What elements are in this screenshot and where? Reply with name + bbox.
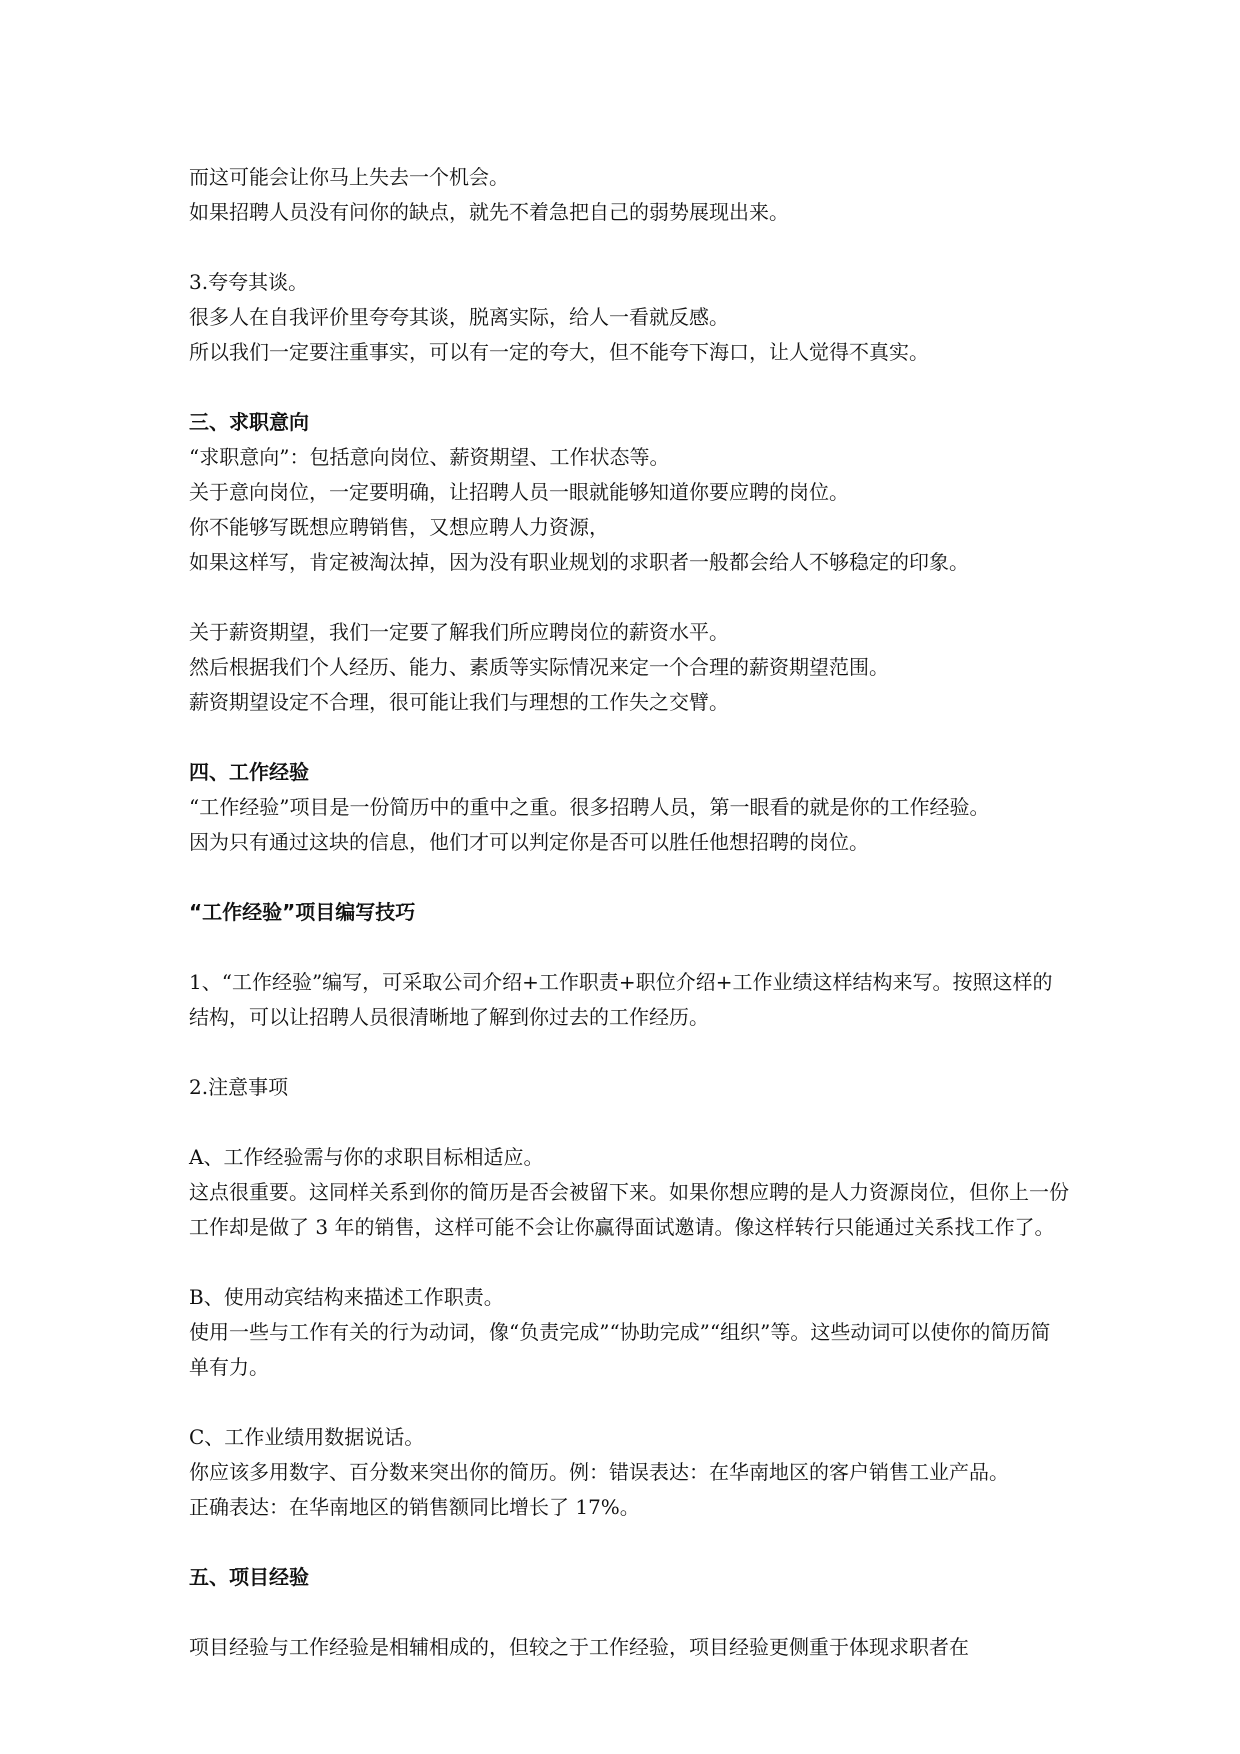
list-item-title: 2.注意事项 bbox=[189, 1075, 289, 1099]
list-item-title: C、工作业绩用数据说话。 bbox=[189, 1425, 425, 1449]
paragraph-line: 项目经验与工作经验是相辅相成的，但较之于工作经验，项目经验更侧重于体现求职者在 bbox=[189, 1635, 969, 1659]
blank-line bbox=[189, 720, 1069, 755]
paragraph-line: 你不能够写既想应聘销售，又想应聘人力资源， bbox=[189, 515, 609, 539]
paragraph-line: “求职意向”：包括意向岗位、薪资期望、工作状态等。 bbox=[189, 445, 670, 469]
blank-line bbox=[189, 370, 1069, 405]
blank-line bbox=[189, 1035, 1069, 1070]
list-item-title: 3.夸夸其谈。 bbox=[189, 270, 309, 294]
paragraph: 这点很重要。这同样关系到你的简历是否会被留下来。如果你想应聘的是人力资源岗位，但你上一份工作却是做了 3 年的销售，这样可能不会让你赢得面试邀请。像这样转行只能通过关系找工作了。 bbox=[189, 1180, 1069, 1239]
paragraph-line: 薪资期望设定不合理，很可能让我们与理想的工作失之交臂。 bbox=[189, 690, 729, 714]
paragraph-line: 因为只有通过这块的信息，他们才可以判定你是否可以胜任他想招聘的岗位。 bbox=[189, 830, 869, 854]
blank-line bbox=[189, 1105, 1069, 1140]
paragraph-line: 正确表达：在华南地区的销售额同比增长了 17%。 bbox=[189, 1495, 640, 1519]
paragraph-line: 而这可能会让你马上失去一个机会。 bbox=[189, 165, 509, 189]
paragraph-line: 关于意向岗位，一定要明确，让招聘人员一眼就能够知道你要应聘的岗位。 bbox=[189, 480, 849, 504]
blank-line bbox=[189, 1245, 1069, 1280]
list-item-title: A、工作经验需与你的求职目标相适应。 bbox=[189, 1145, 544, 1169]
section-heading-project-experience: 五、项目经验 bbox=[189, 1565, 309, 1589]
blank-line bbox=[189, 230, 1069, 265]
paragraph: 1、“工作经验”编写，可采取公司介绍+工作职责+职位介绍+工作业绩这样结构来写。按照这样的结构，可以让招聘人员很清晰地了解到你过去的工作经历。 bbox=[189, 970, 1053, 1029]
paragraph-line: 然后根据我们个人经历、能力、素质等实际情况来定一个合理的薪资期望范围。 bbox=[189, 655, 889, 679]
section-heading-work-experience: 四、工作经验 bbox=[189, 760, 309, 784]
blank-line bbox=[189, 1385, 1069, 1420]
paragraph-line: 关于薪资期望，我们一定要了解我们所应聘岗位的薪资水平。 bbox=[189, 620, 729, 644]
paragraph-line: “工作经验”项目是一份简历中的重中之重。很多招聘人员，第一眼看的就是你的工作经验。 bbox=[189, 795, 990, 819]
subsection-heading-writing-tips: “工作经验”项目编写技巧 bbox=[189, 900, 416, 924]
list-item-title: B、使用动宾结构来描述工作职责。 bbox=[189, 1285, 504, 1309]
paragraph-line: 如果招聘人员没有问你的缺点，就先不着急把自己的弱势展现出来。 bbox=[189, 200, 789, 224]
paragraph: 使用一些与工作有关的行为动词，像“负责完成”“协助完成”“组织”等。这些动词可以使你的简历简单有力。 bbox=[189, 1320, 1051, 1379]
document-page bbox=[189, 160, 1069, 1665]
blank-line bbox=[189, 1525, 1069, 1560]
blank-line bbox=[189, 860, 1069, 895]
section-heading-job-intention: 三、求职意向 bbox=[189, 410, 309, 434]
blank-line bbox=[189, 930, 1069, 965]
paragraph-line: 很多人在自我评价里夸夸其谈，脱离实际，给人一看就反感。 bbox=[189, 305, 729, 329]
paragraph-line: 如果这样写，肯定被淘汰掉，因为没有职业规划的求职者一般都会给人不够稳定的印象。 bbox=[189, 550, 969, 574]
blank-line bbox=[189, 1595, 1069, 1630]
paragraph-line: 你应该多用数字、百分数来突出你的简历。例：错误表达：在华南地区的客户销售工业产品。 bbox=[189, 1460, 1009, 1484]
blank-line bbox=[189, 580, 1069, 615]
paragraph-line: 所以我们一定要注重事实，可以有一定的夸大，但不能夸下海口，让人觉得不真实。 bbox=[189, 340, 929, 364]
